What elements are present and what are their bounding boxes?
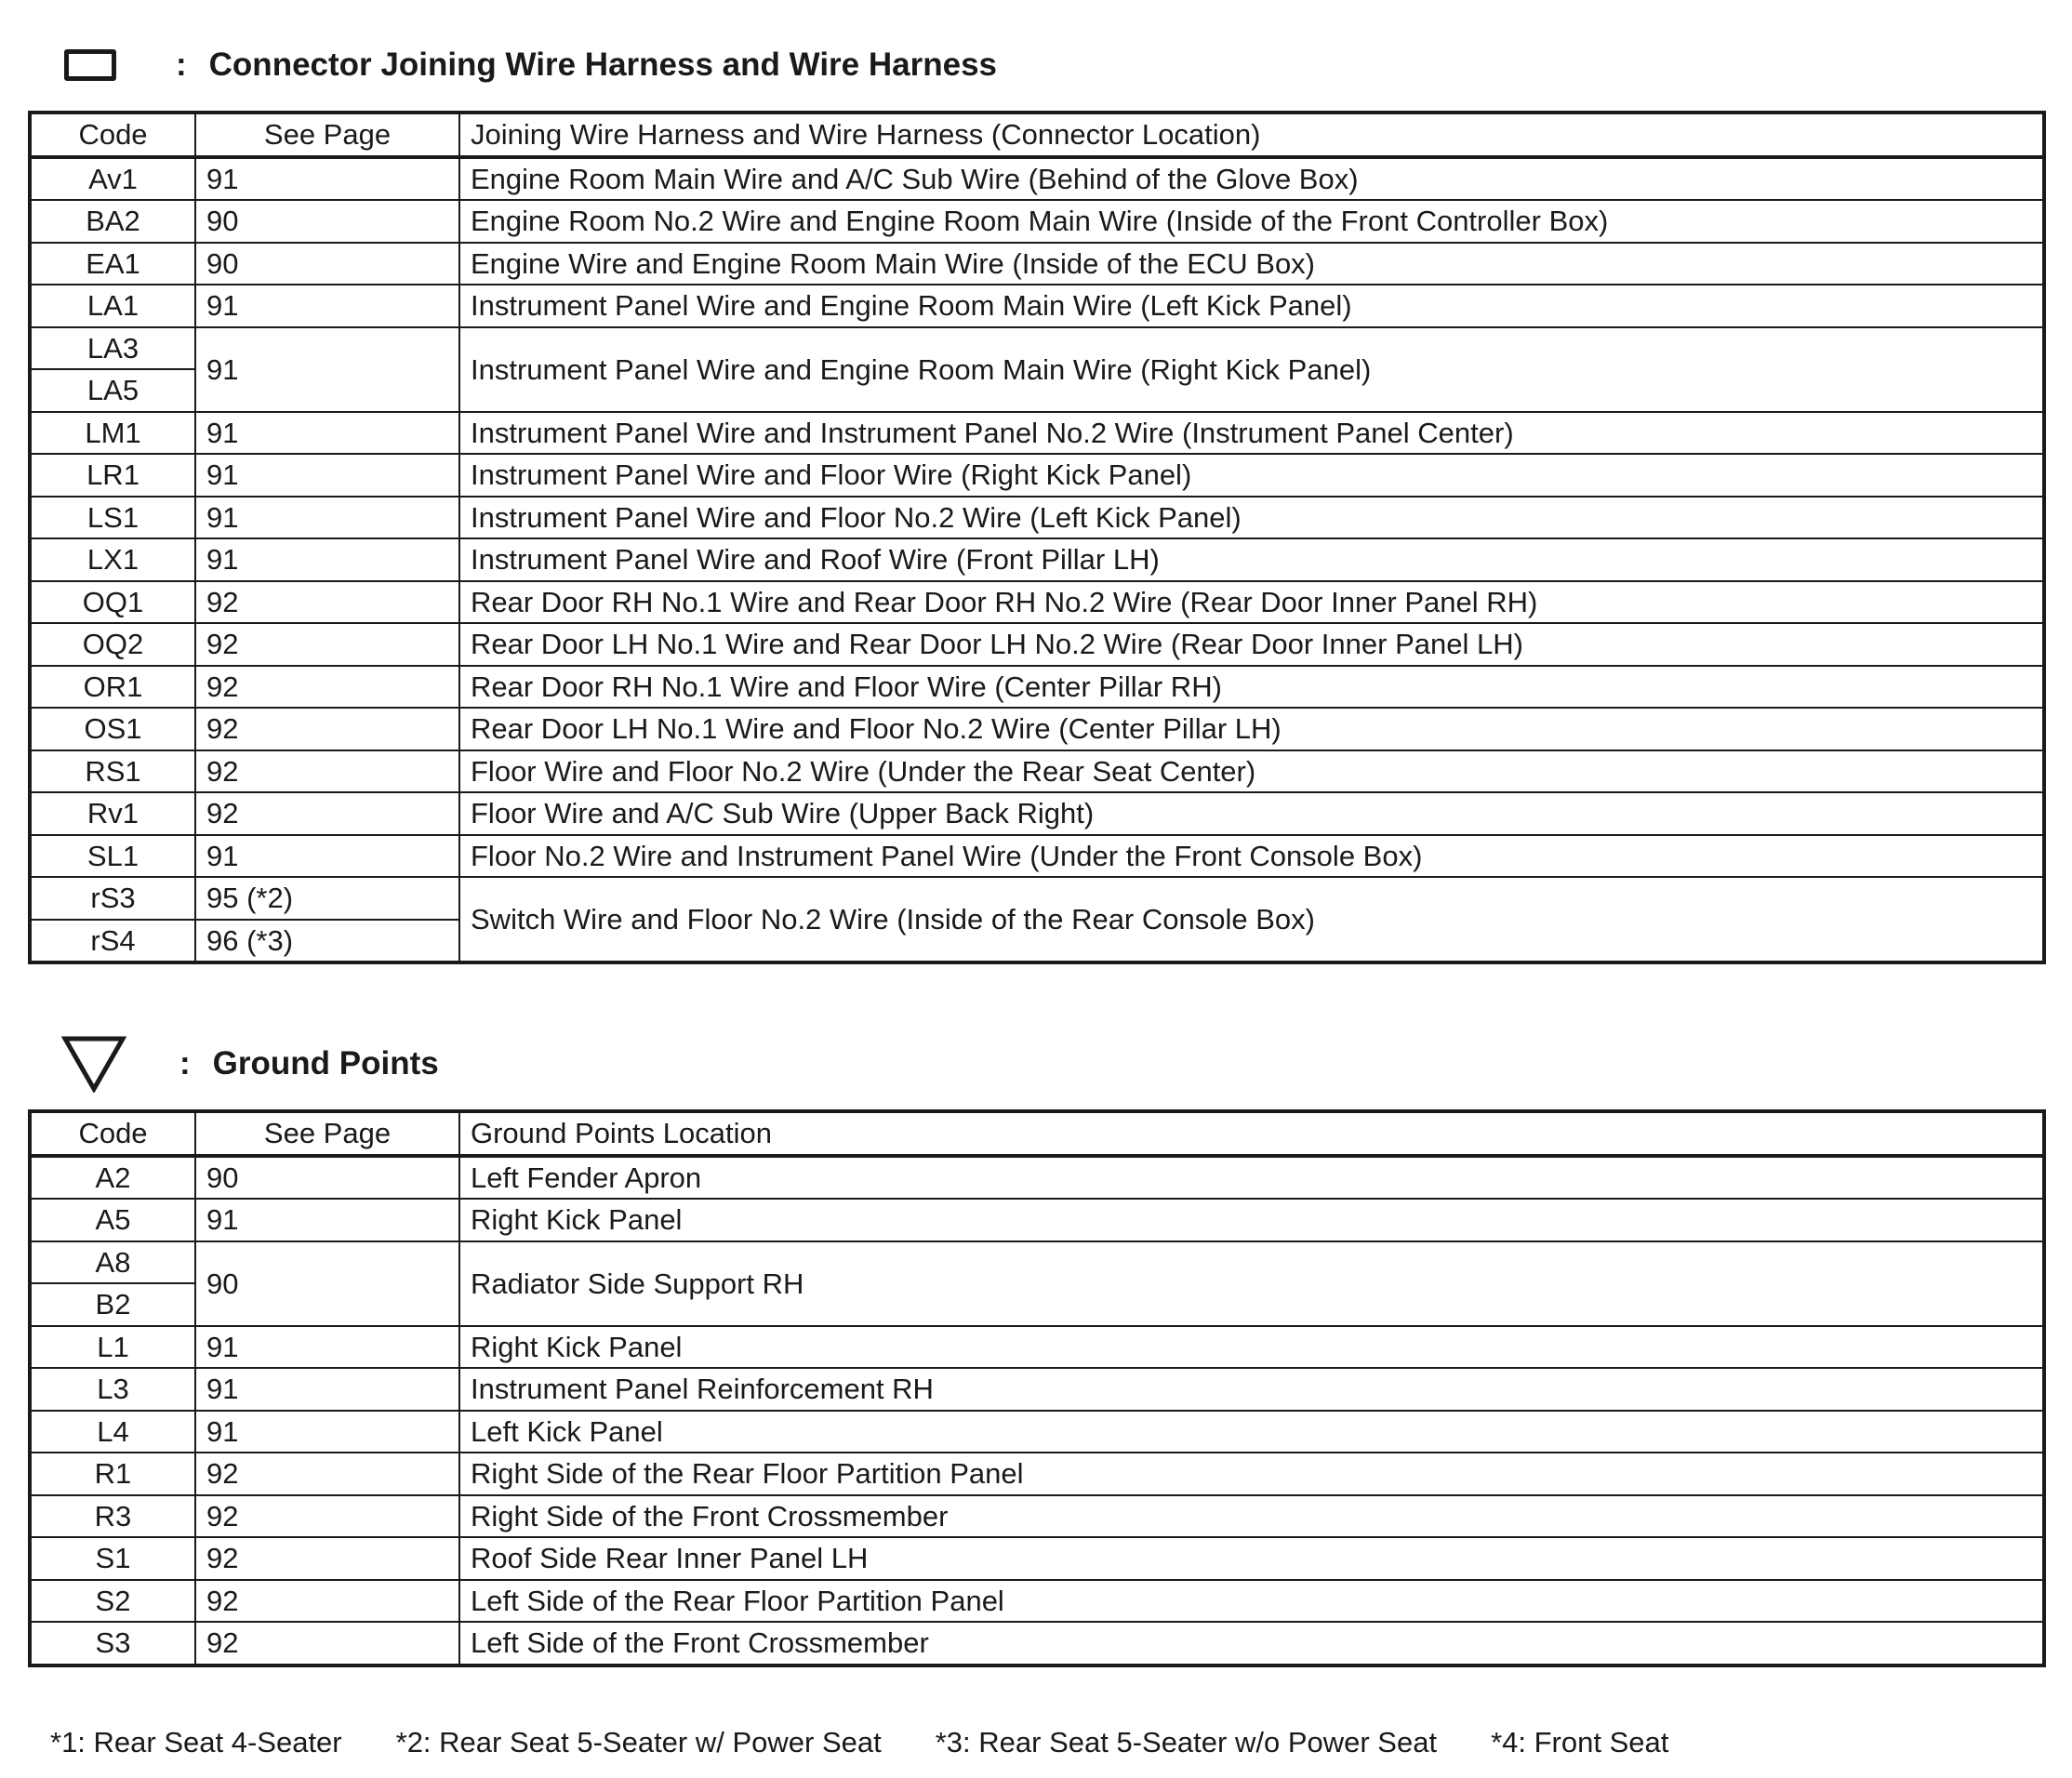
table-row <box>30 1411 2044 1453</box>
ground-code: A8 <box>30 1241 195 1284</box>
table-row <box>30 454 2044 497</box>
table-row <box>30 1495 2044 1538</box>
ground-desc: Left Side of the Rear Floor Partition Panel <box>459 1580 2044 1623</box>
table-row <box>30 1453 2044 1495</box>
connector-code: rS3 <box>30 877 195 920</box>
ground-code: L1 <box>30 1326 195 1369</box>
ground-code: L4 <box>30 1411 195 1453</box>
table-row <box>30 285 2044 327</box>
connector-page: 92 <box>195 792 459 835</box>
table-row <box>30 708 2044 750</box>
ground-triangle-icon <box>61 1035 126 1093</box>
footnote: *2: Rear Seat 5-Seater w/ Power Seat <box>395 1726 882 1758</box>
table-row <box>30 243 2044 285</box>
connector-code: LR1 <box>30 454 195 497</box>
ground-code: S3 <box>30 1622 195 1665</box>
ground-header-code: Code <box>30 1111 195 1156</box>
table-row <box>30 792 2044 835</box>
ground-colon: : <box>179 1045 191 1081</box>
connector-page: 91 <box>195 285 459 327</box>
connector-code: OS1 <box>30 708 195 750</box>
ground-page: 92 <box>195 1580 459 1623</box>
connector-code: RS1 <box>30 750 195 793</box>
table-row <box>30 581 2044 624</box>
connector-page: 91 <box>195 412 459 455</box>
ground-desc: Right Side of the Front Crossmember <box>459 1495 2044 1538</box>
connector-header-code: Code <box>30 113 195 157</box>
connector-desc: Engine Room Main Wire and A/C Sub Wire (Behind of the Glove Box) <box>459 157 2044 201</box>
table-row <box>30 1368 2044 1411</box>
ground-section-title: Ground Points <box>212 1045 439 1081</box>
ground-code: S1 <box>30 1537 195 1580</box>
table-row <box>30 1326 2044 1369</box>
connector-desc: Instrument Panel Wire and Floor Wire (Right Kick Panel) <box>459 454 2044 497</box>
connector-desc: Rear Door RH No.1 Wire and Floor Wire (Center Pillar RH) <box>459 666 2044 709</box>
ground-table-header-row <box>30 1111 2044 1156</box>
ground-page: 92 <box>195 1537 459 1580</box>
footnotes <box>50 1726 1722 1759</box>
ground-desc: Left Kick Panel <box>459 1411 2044 1453</box>
ground-header-desc: Ground Points Location <box>459 1111 2044 1156</box>
connector-code: OQ1 <box>30 581 195 624</box>
connector-code: Av1 <box>30 157 195 201</box>
connector-header-page: See Page <box>195 113 459 157</box>
connector-page: 91 <box>195 497 459 539</box>
ground-code: A2 <box>30 1156 195 1200</box>
connector-page: 91 <box>195 454 459 497</box>
connector-code: SL1 <box>30 835 195 878</box>
connector-section-header <box>61 33 997 98</box>
connector-page: 92 <box>195 581 459 624</box>
connector-code: LA1 <box>30 285 195 327</box>
ground-page: 90 <box>195 1241 459 1326</box>
connector-desc: Rear Door LH No.1 Wire and Floor No.2 Wire (Center Pillar LH) <box>459 708 2044 750</box>
table-row <box>30 157 2044 201</box>
ground-page: 92 <box>195 1453 459 1495</box>
connector-code: LS1 <box>30 497 195 539</box>
table-row <box>30 1537 2044 1580</box>
connector-desc: Instrument Panel Wire and Instrument Panel No.2 Wire (Instrument Panel Center) <box>459 412 2044 455</box>
connector-desc: Instrument Panel Wire and Floor No.2 Wire (Left Kick Panel) <box>459 497 2044 539</box>
ground-code: B2 <box>30 1283 195 1326</box>
connector-page: 95 (*2) <box>195 877 459 920</box>
table-row <box>30 497 2044 539</box>
table-row <box>30 200 2044 243</box>
ground-code: R3 <box>30 1495 195 1538</box>
ground-page: 92 <box>195 1622 459 1665</box>
connector-code: OR1 <box>30 666 195 709</box>
connector-page: 91 <box>195 835 459 878</box>
connector-table-header-row <box>30 113 2044 157</box>
table-row <box>30 877 2044 920</box>
ground-desc: Right Kick Panel <box>459 1326 2044 1369</box>
connector-page: 91 <box>195 327 459 412</box>
connector-header-desc: Joining Wire Harness and Wire Harness (Connector Location) <box>459 113 2044 157</box>
connector-code: BA2 <box>30 200 195 243</box>
ground-table <box>28 1109 2046 1667</box>
connector-desc: Floor Wire and A/C Sub Wire (Upper Back Right) <box>459 792 2044 835</box>
ground-page: 91 <box>195 1199 459 1241</box>
ground-section-header <box>61 1031 439 1096</box>
ground-page: 91 <box>195 1326 459 1369</box>
table-row <box>30 1622 2044 1665</box>
table-row <box>30 1580 2044 1623</box>
connector-desc: Engine Wire and Engine Room Main Wire (Inside of the ECU Box) <box>459 243 2044 285</box>
ground-code: A5 <box>30 1199 195 1241</box>
connector-code: EA1 <box>30 243 195 285</box>
connector-desc: Rear Door RH No.1 Wire and Rear Door RH No.2 Wire (Rear Door Inner Panel RH) <box>459 581 2044 624</box>
footnote: *1: Rear Seat 4-Seater <box>50 1726 342 1758</box>
connector-desc: Floor Wire and Floor No.2 Wire (Under the Rear Seat Center) <box>459 750 2044 793</box>
ground-code: S2 <box>30 1580 195 1623</box>
table-row <box>30 1156 2044 1200</box>
ground-desc: Left Side of the Front Crossmember <box>459 1622 2044 1665</box>
ground-page: 91 <box>195 1368 459 1411</box>
connector-desc: Floor No.2 Wire and Instrument Panel Wire (Under the Front Console Box) <box>459 835 2044 878</box>
connector-table <box>28 111 2046 964</box>
connector-page: 91 <box>195 157 459 201</box>
connector-desc: Instrument Panel Wire and Engine Room Main Wire (Right Kick Panel) <box>459 327 2044 412</box>
connector-code: OQ2 <box>30 623 195 666</box>
connector-colon: : <box>176 46 187 83</box>
connector-desc: Engine Room No.2 Wire and Engine Room Main Wire (Inside of the Front Controller Box) <box>459 200 2044 243</box>
connector-page: 92 <box>195 666 459 709</box>
connector-page: 91 <box>195 538 459 581</box>
connector-code: Rv1 <box>30 792 195 835</box>
connector-rectangle-icon <box>64 49 116 81</box>
ground-page: 92 <box>195 1495 459 1538</box>
connector-page: 96 (*3) <box>195 920 459 963</box>
connector-desc: Instrument Panel Wire and Engine Room Main Wire (Left Kick Panel) <box>459 285 2044 327</box>
ground-page: 90 <box>195 1156 459 1200</box>
ground-desc: Instrument Panel Reinforcement RH <box>459 1368 2044 1411</box>
connector-page: 92 <box>195 708 459 750</box>
ground-desc: Radiator Side Support RH <box>459 1241 2044 1326</box>
table-row <box>30 412 2044 455</box>
connector-code: LA5 <box>30 369 195 412</box>
connector-desc: Rear Door LH No.1 Wire and Rear Door LH No.2 Wire (Rear Door Inner Panel LH) <box>459 623 2044 666</box>
connector-code: LX1 <box>30 538 195 581</box>
ground-code: R1 <box>30 1453 195 1495</box>
connector-page: 90 <box>195 200 459 243</box>
connector-code: LM1 <box>30 412 195 455</box>
footnote: *4: Front Seat <box>1491 1726 1669 1758</box>
table-row <box>30 750 2044 793</box>
connector-desc: Instrument Panel Wire and Roof Wire (Front Pillar LH) <box>459 538 2044 581</box>
table-row <box>30 623 2044 666</box>
ground-page: 91 <box>195 1411 459 1453</box>
connector-page: 92 <box>195 750 459 793</box>
table-row <box>30 835 2044 878</box>
footnote: *3: Rear Seat 5-Seater w/o Power Seat <box>935 1726 1438 1758</box>
table-row <box>30 327 2044 370</box>
table-row <box>30 538 2044 581</box>
ground-desc: Roof Side Rear Inner Panel LH <box>459 1537 2044 1580</box>
ground-code: L3 <box>30 1368 195 1411</box>
ground-desc: Right Side of the Rear Floor Partition Panel <box>459 1453 2044 1495</box>
connector-page: 90 <box>195 243 459 285</box>
ground-header-page: See Page <box>195 1111 459 1156</box>
connector-page: 92 <box>195 623 459 666</box>
connector-desc: Switch Wire and Floor No.2 Wire (Inside of the Rear Console Box) <box>459 877 2044 962</box>
table-row <box>30 1199 2044 1241</box>
table-row <box>30 666 2044 709</box>
connector-code: LA3 <box>30 327 195 370</box>
connector-code: rS4 <box>30 920 195 963</box>
ground-desc: Left Fender Apron <box>459 1156 2044 1200</box>
ground-desc: Right Kick Panel <box>459 1199 2044 1241</box>
table-row <box>30 1241 2044 1284</box>
connector-section-title: Connector Joining Wire Harness and Wire Harness <box>208 46 998 83</box>
